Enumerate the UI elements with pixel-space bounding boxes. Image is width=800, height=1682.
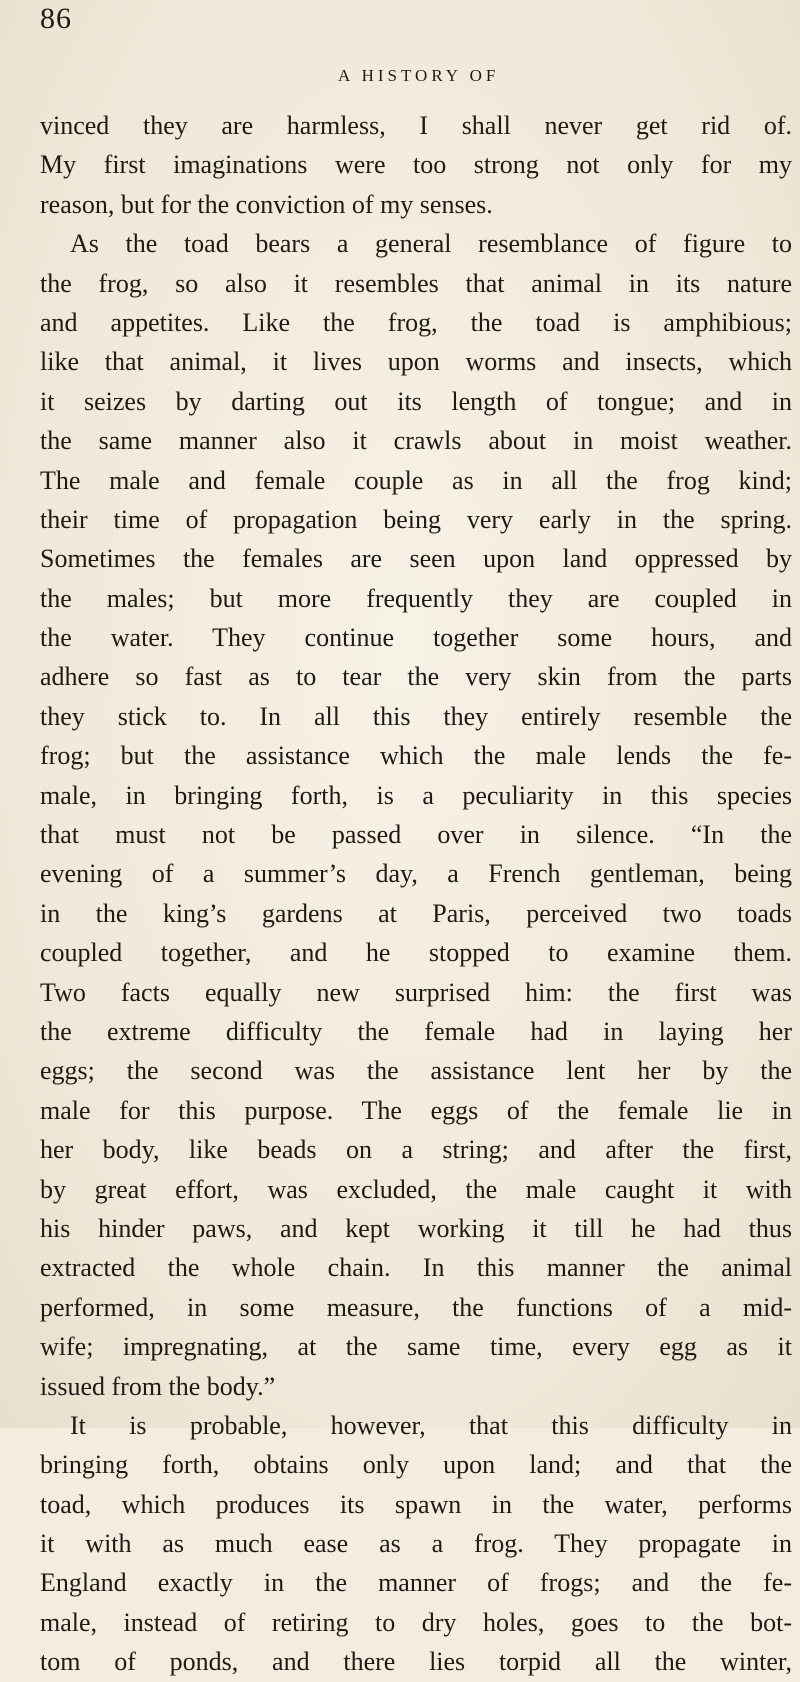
page-number: 86: [40, 2, 72, 35]
text-line: their time of propagation being very early in the spring.: [40, 504, 792, 534]
text-line: tom of ponds, and there lies torpid all the winter,: [40, 1647, 792, 1677]
text-line: wife; impregnating, at the same time, every egg as it: [40, 1332, 792, 1362]
text-line: The male and female couple as in all the frog kind;: [40, 465, 792, 495]
text-line: evening of a summer’s day, a French gentleman, being: [40, 859, 792, 889]
text-line: it seizes by darting out its length of tongue; and in: [40, 386, 792, 416]
text-line: issued from the body.”: [40, 1371, 276, 1401]
text-line: in the king’s gardens at Paris, perceived two toads: [40, 898, 792, 928]
text-line: the frog, so also it resembles that animal in its nature: [40, 268, 792, 298]
text-line: by great effort, was excluded, the male caught it with: [40, 1174, 792, 1204]
text-line: extracted the whole chain. In this manner the animal: [40, 1253, 792, 1283]
text-line: male for this purpose. The eggs of the female lie in: [40, 1095, 792, 1125]
text-line: adhere so fast as to tear the very skin from the parts: [40, 662, 792, 692]
text-line: the extreme difficulty the female had in laying her: [40, 1016, 792, 1046]
text-line: her body, like beads on a string; and after the first,: [40, 1135, 792, 1165]
text-line: bringing forth, obtains only upon land; and that the: [40, 1450, 792, 1480]
text-line: the water. They continue together some hours, and: [40, 623, 792, 653]
text-line: eggs; the second was the assistance lent her by the: [40, 1056, 792, 1086]
text-line: It is probable, however, that this difficulty in: [70, 1410, 792, 1440]
text-line: Two facts equally new surprised him: the first was: [40, 977, 792, 1007]
text-line: the same manner also it crawls about in moist weather.: [40, 426, 792, 456]
text-line: vinced they are harmless, I shall never get rid of.: [40, 111, 792, 140]
text-line: As the toad bears a general resemblance of figure to: [70, 229, 792, 259]
text-line: Sometimes the females are seen upon land oppressed by: [40, 544, 792, 574]
text-line: performed, in some measure, the functions of a mid-: [40, 1292, 792, 1322]
text-line: male, in bringing forth, is a peculiarity in this species: [40, 780, 792, 810]
text-line: reason, but for the conviction of my senses.: [40, 189, 493, 219]
body-text: [40, 106, 792, 1682]
text-line: his hinder paws, and kept working it till he had thus: [40, 1213, 792, 1243]
page-header: [0, 0, 800, 100]
text-line: frog; but the assistance which the male lends the fe-: [40, 741, 792, 771]
text-line: and appetites. Like the frog, the toad is amphibious;: [40, 307, 792, 337]
text-line: toad, which produces its spawn in the water, performs: [40, 1489, 792, 1519]
text-line: it with as much ease as a frog. They propagate in: [40, 1529, 792, 1559]
text-line: male, instead of retiring to dry holes, goes to the bot-: [40, 1607, 792, 1637]
text-line: they stick to. In all this they entirely resemble the: [40, 701, 792, 731]
text-line: the males; but more frequently they are coupled in: [40, 583, 792, 613]
running-head: A HISTORY OF: [338, 66, 500, 85]
text-line: coupled together, and he stopped to examine them.: [40, 938, 792, 968]
text-line: like that animal, it lives upon worms and insects, which: [40, 347, 792, 377]
text-line: England exactly in the manner of frogs; and the fe-: [40, 1568, 792, 1598]
text-line: that must not be passed over in silence. “In the: [40, 820, 792, 850]
text-line: My first imaginations were too strong not only for my: [40, 150, 792, 180]
